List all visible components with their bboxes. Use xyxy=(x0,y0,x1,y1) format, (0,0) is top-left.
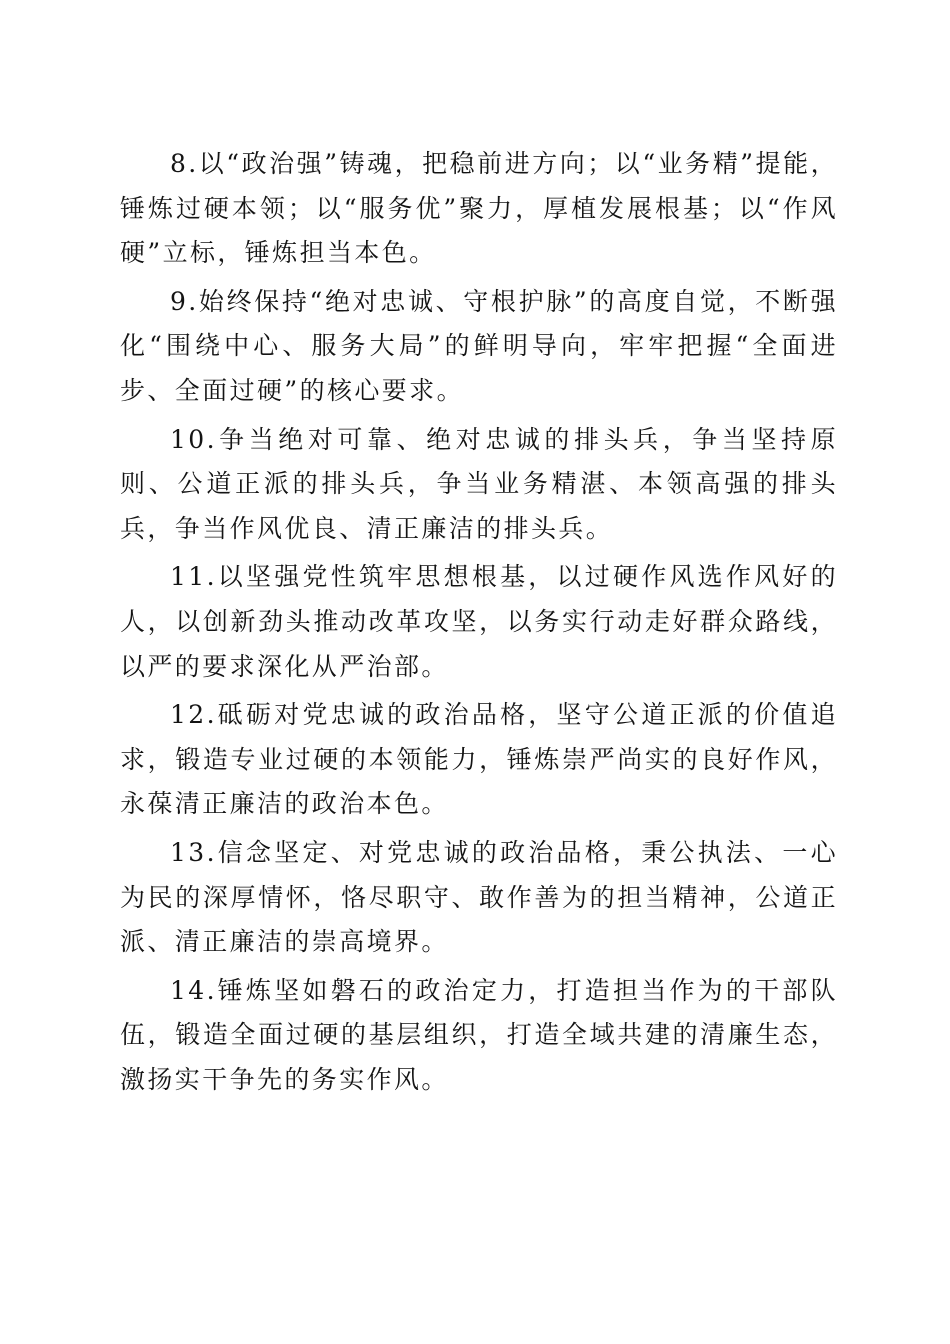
paragraph-8: 8.以“政治强”铸魂，把稳前进方向；以“业务精”提能，锤炼过硬本领；以“服务优”聚力，厚植发展根基；以“作风硬”立标，锤炼担当本色。 xyxy=(120,149,838,268)
paragraph-10: 10.争当绝对可靠、绝对忠诚的排头兵，争当坚持原则、公道正派的排头兵，争当业务精湛、本领高强的排头兵，争当作风优良、清正廉洁的排头兵。 xyxy=(120,424,838,543)
paragraph-13: 13.信念坚定、对党忠诚的政治品格，秉公执法、一心为民的深厚情怀，恪尽职守、敢作善为的担当精神，公道正派、清正廉洁的崇高境界。 xyxy=(120,837,838,957)
paragraph-9: 9.始终保持“绝对忠诚、守根护脉”的高度自觉，不断强化“围绕中心、服务大局”的鲜明导向，牢牢把握“全面进步、全面过硬”的核心要求。 xyxy=(120,286,838,405)
paragraph-14: 14.锤炼坚如磐石的政治定力，打造担当作为的干部队伍，锻造全面过硬的基层组织，打造全域共建的清廉生态，激扬实干争先的务实作风。 xyxy=(120,975,838,1094)
paragraph-12: 12.砥砺对党忠诚的政治品格，坚守公道正派的价值追求，锻造专业过硬的本领能力，锤炼崇严尚实的良好作风，永葆清正廉洁的政治本色。 xyxy=(120,700,838,819)
paragraph-11: 11.以坚强党性筑牢思想根基，以过硬作风选作风好的人，以创新劲头推动改革攻坚，以务实行动走好群众路线，以严的要求深化从严治部。 xyxy=(120,562,838,681)
document-body xyxy=(120,142,838,1106)
